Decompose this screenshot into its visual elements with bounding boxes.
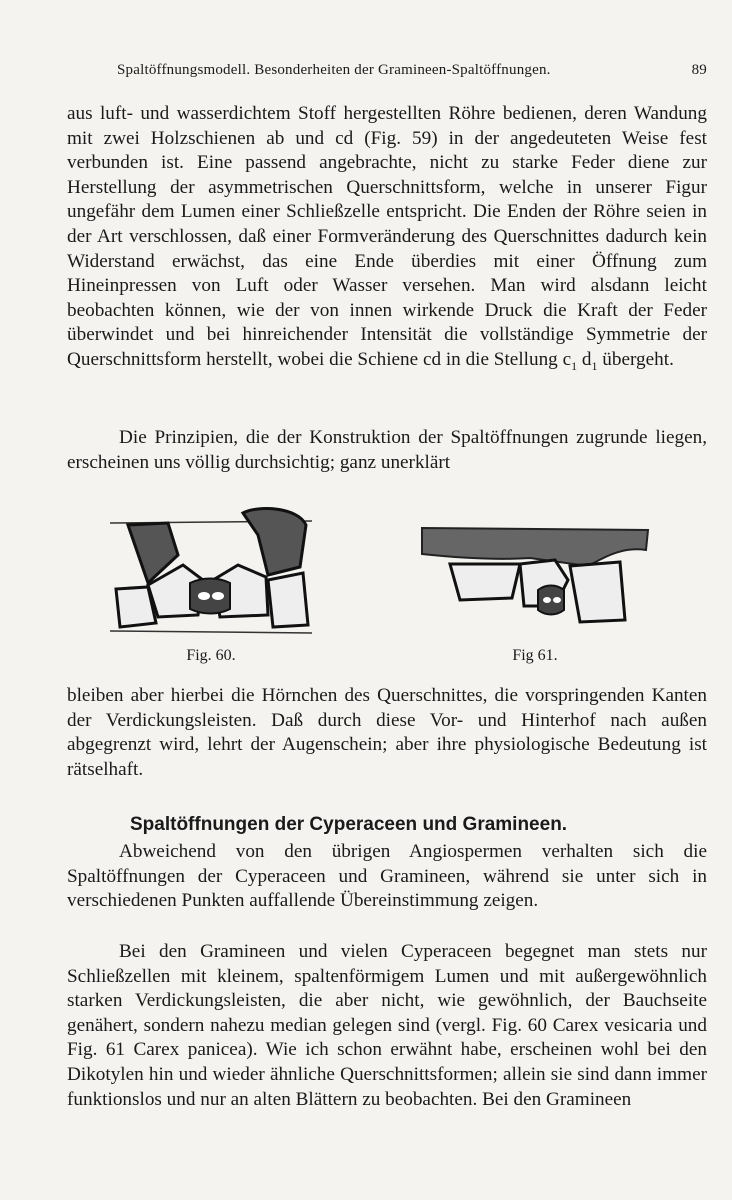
running-header: [117, 62, 707, 86]
figure-61: [420, 520, 650, 665]
paragraph-3-text: bleiben aber hierbei die Hörnchen des Querschnittes, die vorspringenden Kanten der Verdickungsleisten. Daß durch diese Vor- und Hinterhof nach außen abgegrenzt wird, lehrt der Augenschein; aber ihre physiologische Bedeutung ist rätselhaft.: [67, 685, 707, 780]
paragraph-4: [67, 840, 707, 914]
paragraph-1: [67, 102, 707, 378]
paragraph-3: [67, 684, 707, 782]
stomata-drawing-carex-panicea: [420, 520, 650, 640]
stomata-drawing-carex-vesicaria: [108, 505, 314, 640]
paragraph-2: [67, 426, 707, 475]
symbol-c: c: [562, 348, 572, 370]
paragraph-5-text: Bei den Gramineen und vielen Cyperaceen begegnet man stets nur Schließzellen mit kleinem, spaltenförmigem Lumen und mit außergewöhnlich starken Verdickungsleisten, die aber nicht, wie gewöhnlich, der Bauchseite genähert, sondern nahezu median gelegen sind (vergl. Fig. 60 Carex vesicaria und Fig. 61 Carex panicea). Wie ich schon erwähnt habe, erscheinen wohl bei den Dikotylen hin und wieder ähnliche Querschnittsformen; allein sie sind dann immer funktionslos und nur an alten Blättern zu beobachten. Bei den Gramineen: [67, 941, 707, 1110]
subscript-1b: 1: [591, 358, 598, 373]
paragraph-4-text: Abweichend von den übrigen Angiospermen verhalten sich die Spaltöffnungen der Cyperaceen und Gramineen, während sie unter sich in verschiedenen Punkten auffallende Übereinstimmung zeigen.: [67, 841, 707, 912]
symbol-d: d: [577, 348, 592, 370]
subscript-1: 1: [571, 358, 578, 373]
figure-60: [108, 505, 314, 665]
figure-60-caption: Fig. 60.: [186, 647, 236, 664]
paragraph-1-text: aus luft- und wasserdichtem Stoff hergestellten Röhre bedienen, deren Wandung mit zwei Holzschienen ab und cd (Fig. 59) in der angedeuteten Weise fest verbunden ist. Eine passend angebrachte, nicht zu starke Feder diene zur Herstellung der asymmetrischen Querschnittsform, welche in unserer Figur ungefähr dem Lumen einer Schließzelle entspricht. Die Enden der Röhre seien in der Art verschlossen, daß einer Formveränderung des Querschnittes dadurch kein Widerstand erwächst, das eine Ende überdies mit einer Öffnung zum Hineinpressen von Luft oder Wasser versehen. Man wird alsdann leicht beobachten können, wie der von innen wirkende Druck die Kraft der Feder überwindet und bei hinreichender Intensität die vollständige Symmetrie der Querschnittsform herstellt, wobei die Schiene cd in die Stellung: [67, 103, 707, 370]
running-title: Spaltöffnungsmodell. Besonderheiten der Gramineen-Spaltöffnungen.: [117, 62, 551, 78]
figure-61-caption: Fig 61.: [512, 647, 558, 664]
section-heading: Spaltöffnungen der Cyperaceen und Gramineen.: [130, 814, 568, 835]
paragraph-1-end: übergeht.: [597, 348, 674, 370]
paragraph-5: [67, 940, 707, 1112]
page-number: 89: [691, 62, 707, 78]
paragraph-2-text: Die Prinzipien, die der Konstruktion der Spaltöffnungen zugrunde liegen, erscheinen uns völlig durchsichtig; ganz unerklärt: [67, 427, 707, 473]
